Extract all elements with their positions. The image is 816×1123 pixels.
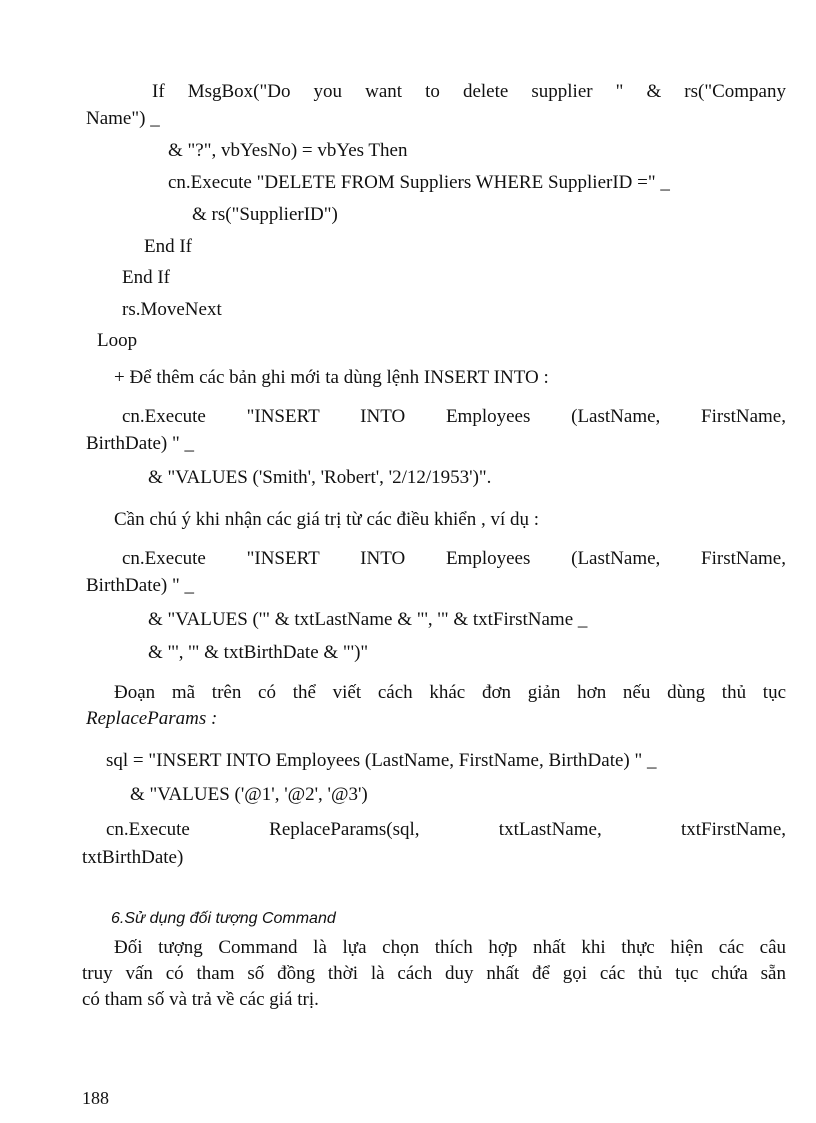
section-heading: 6.Sử dụng đối tượng Command bbox=[111, 910, 336, 927]
code-line-19: cn.Execute ReplaceParams(sql, txtLastName, txtFirstName, bbox=[106, 819, 786, 840]
code-line-17: sql = "INSERT INTO Employees (LastName, FirstName, BirthDate) " _ bbox=[106, 750, 657, 771]
code-line-20: txtBirthDate) bbox=[82, 847, 184, 868]
code-line-12: & "VALUES ('Smith', 'Robert', '2/12/1953')". bbox=[148, 467, 492, 488]
code-line-9: Loop bbox=[97, 330, 138, 351]
code-line-4: cn.Execute "DELETE FROM Suppliers WHERE SupplierID =" _ bbox=[168, 172, 670, 193]
code-line-15: & "VALUES ('" & txtLastName & "', '" & txtFirstName _ bbox=[148, 609, 588, 630]
code-line-7: End If bbox=[122, 267, 171, 288]
paragraph-line-1: Đối tượng Command là lựa chọn thích hợp nhất khi thực hiện các câu bbox=[114, 937, 786, 958]
code-line-13: cn.Execute "INSERT INTO Employees (LastName, FirstName, bbox=[122, 548, 786, 569]
code-line-3: & "?", vbYesNo) = vbYes Then bbox=[168, 140, 408, 161]
code-line-14: BirthDate) " _ bbox=[86, 575, 195, 596]
text-insert-intro: + Để thêm các bản ghi mới ta dùng lệnh INSERT INTO : bbox=[114, 367, 549, 388]
code-line-1: If MsgBox("Do you want to delete supplier " & rs("Company bbox=[152, 81, 786, 102]
page-number: 188 bbox=[82, 1088, 109, 1108]
code-line-10: cn.Execute "INSERT INTO Employees (LastName, FirstName, bbox=[122, 406, 786, 427]
code-line-2: Name") _ bbox=[86, 108, 160, 129]
code-line-11: BirthDate) " _ bbox=[86, 433, 195, 454]
text-replaceparams: Đoạn mã trên có thể viết cách khác đơn giản hơn nếu dùng thủ tục bbox=[114, 682, 786, 703]
code-line-6: End If bbox=[144, 236, 193, 257]
text-replaceparams-name: ReplaceParams : bbox=[86, 708, 218, 729]
code-line-16: & "', '" & txtBirthDate & "')" bbox=[148, 642, 369, 663]
code-line-5: & rs("SupplierID") bbox=[192, 204, 338, 225]
text-note: Cần chú ý khi nhận các giá trị từ các điều khiển , ví dụ : bbox=[114, 509, 540, 530]
code-line-8: rs.MoveNext bbox=[122, 299, 222, 320]
paragraph-line-3: có tham số và trả về các giá trị. bbox=[82, 989, 319, 1010]
paragraph-line-2: truy vấn có tham số đồng thời là cách duy nhất để gọi các thủ tục chứa sẵn bbox=[82, 963, 786, 984]
code-line-18: & "VALUES ('@1', '@2', '@3') bbox=[130, 784, 368, 805]
